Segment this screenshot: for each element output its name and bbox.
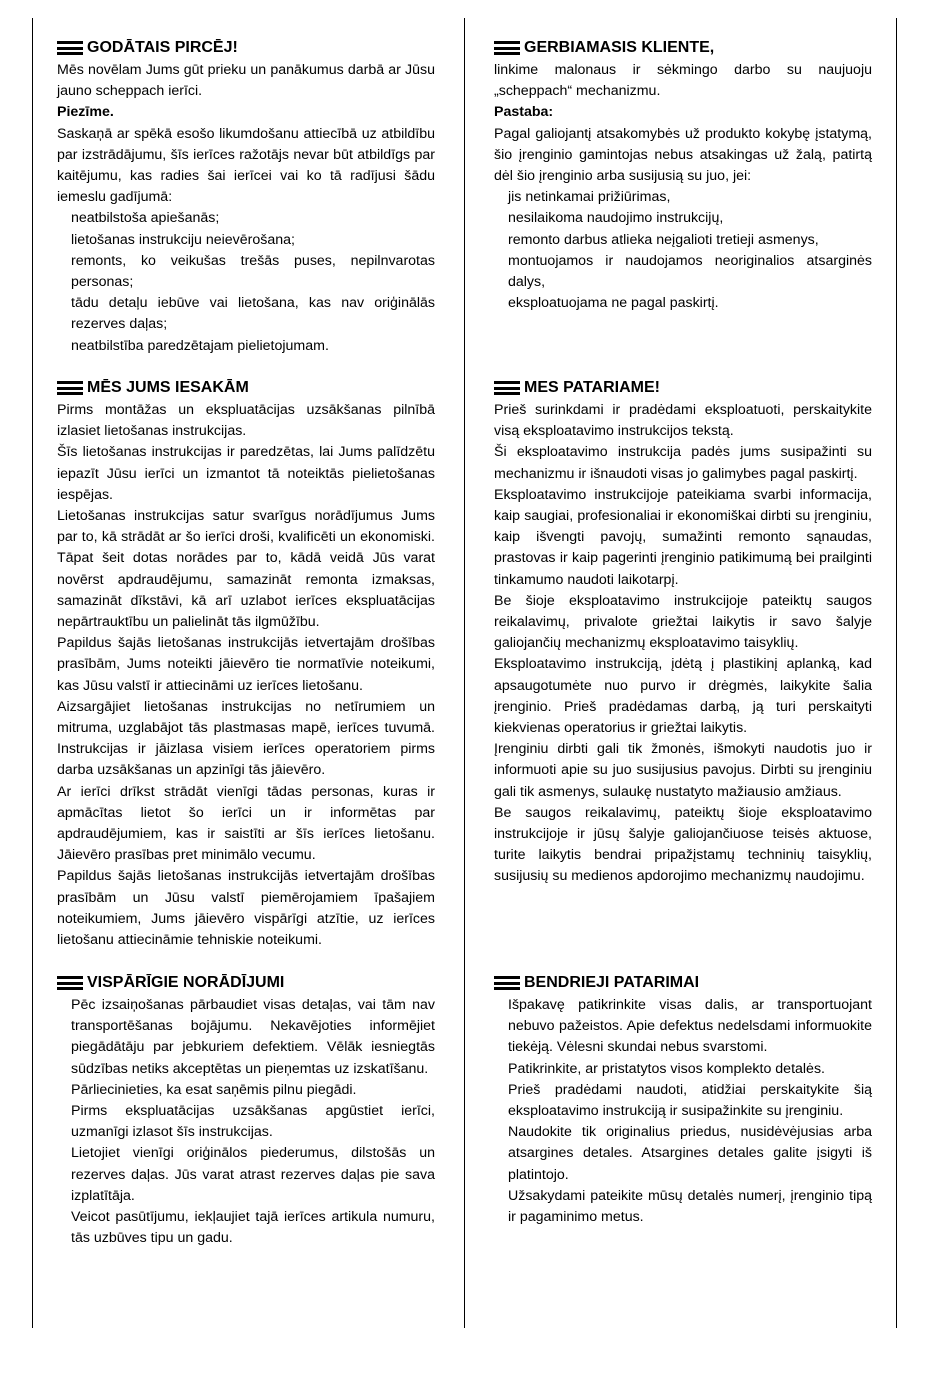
paragraph: Papildus šajās lietošanas instrukcijās ietvertajām drošības prasībām un Jūsu valstī piemērojamiem īpašajiem noteikumiem, Jums jāievēro vispārīgi atzītie, uz ierīces lietošanu attiecināmie tehniskie noteikumi. [57,868,435,949]
paragraph: Patikrinkite, ar pristatytos visos komplekto detalės. [508,1060,825,1077]
section-title: GERBIAMASIS KLIENTE, [524,39,715,56]
paragraph: Mēs novēlam Jums gūt prieku un panākumus darbā ar Jūsu jauno scheppach ierīci. [57,62,435,100]
menu-lines-icon [494,381,520,395]
paragraph: Veicot pasūtījumu, iekļaujiet tajā ierīces artikula numuru, tās uzbūves tipu un gadu. [71,1209,435,1247]
section-recommendation-lv [57,378,435,951]
paragraph: Ar ierīci drīkst strādāt vienīgi tādas personas, kuras ir apmācītas lietot šo ierīci un ir informētas par apdraudējumiem, kas ir saistīti ar šīs ierīces lietošanu. Jāievēro prasības pret minimālo vecumu. [57,783,435,864]
section-general-advice-lt [494,973,872,1228]
paragraph: Eksploatavimo instrukciją, įdėtą į plastikinį aplanką, kad apsaugotumėte nuo purvo ir drėgmės, laikykite šalia įrenginio. Prieš pradėdamas darbą, ją turi perskaityti kiekvienas operatorius ir griežtai laikytis. [494,656,872,737]
paragraph: Be šioje eksploatavimo instrukcijoje pateiktų saugos reikalavimų, privalote griežtai laikytis ir savo šalyje galiojančių mechanizmų eksploatavimo taisyklių. [494,592,872,652]
section-title: MĒS JUMS IESAKĀM [87,379,249,396]
paragraph: Lietošanas instrukcijas satur svarīgus norādījumus Jums par to, kā strādāt ar šo ierīci droši, kvalificēti un ekonomiski. Tāpat šeit dotas norādes par to, kādā veidā Jūs varat novērst apdraudējumu, samazināt remonta izmaksas, samazināt dīkstāvi, kā arī uzlabot ierīces ekspluatācijas nepārtrauktību un palielināt tās ilgmūžību. [57,508,435,631]
paragraph: Prieš pradėdami naudoti, atidžiai perskaitykite šią eksploatavimo instrukciją ir susipažinkite su įrenginiu. [508,1081,872,1120]
menu-lines-icon [57,381,83,395]
paragraph: linkime malonaus ir sėkmingo darbo su naujuoju „scheppach“ mechanizmu. [494,62,872,100]
paragraph: Aizsargājiet lietošanas instrukcijas no netīrumiem un mitruma, uzglabājot tās plastmasas mapē, ierīces tuvumā. Instrukcijas ir jāizlasa visiem ierīces operatoriem pirms darba uzsākšanas un apzinīgi tās jāievēro. [57,698,435,779]
menu-lines-icon [494,41,520,55]
section-title: MES PATARIAME! [524,379,660,396]
section-general-instructions-lv [57,973,435,1249]
section-heading [57,378,435,398]
section-title: VISPĀRĪGIE NORĀDĪJUMI [87,974,285,991]
paragraph: Be saugos reikalavimų, pateiktų šioje eksploatavimo instrukcijoje ir jūsų šalyje galiojančiuose teisės aktuose, turite laikytis bendrai pripažįstamų techninių taisyklių, susijusių su medienos apdorojimo mechanizmų naudojimu. [494,804,872,885]
menu-lines-icon [57,976,83,990]
section-dear-customer-lv [57,38,435,357]
list-item: lietošanas instrukciju neievērošana; [71,231,295,248]
note-label: Pastaba: [494,104,554,121]
paragraph: Pagal galiojantį atsakomybės už produkto kokybę įstatymą, šio įrenginio gamintojas nebus atsakingas už žalą, patirtą dėl šio įrenginio arba susijusią su juo, jei: [494,125,872,185]
paragraph: Ši eksploatavimo instrukcija padės jums susipažinti su mechanizmu ir išnaudoti visas jo galimybes pagal paskirtį. [494,444,872,482]
center-divider-line [464,18,465,1328]
paragraph: Išpakavę patikrinkite visas dalis, ar transportuojant nebuvo pažeistos. Apie defektus nedelsdami informuokite tiekėją. Vėlesni skundai nebus svarstomi. [508,997,872,1056]
section-title: GODĀTAIS PIRCĒJ! [87,39,238,56]
left-border-line [32,18,33,1328]
note-label: Piezīme. [57,104,114,121]
menu-lines-icon [494,976,520,990]
paragraph: Naudokite tik originalius priedus, nusidėvėjusias arba atsargines detales. Atsargines detales galite įsigyti iš platintojo. [508,1124,872,1183]
paragraph: Įrenginiu dirbti gali tik žmonės, išmokyti naudotis juo ir informuoti apie su juo susijusius pavojus. Dirbti su įrenginiu gali tik asmenys, sulaukę nustatyto mažiausio amžiaus. [494,741,872,800]
paragraph: Užsakydami pateikite mūsų detalės numerį, įrenginio tipą ir pagaminimo metus. [508,1187,872,1226]
paragraph: Papildus šajās lietošanas instrukcijās ietvertajām drošības prasībām, Jums noteikti jāievēro tie normatīvie noteikumi, kas Jūsu valstī ir attiecināmi uz ierīces lietošanu. [57,635,435,694]
section-heading [494,378,872,398]
list-item: neatbilstība paredzētajam pielietojumam. [71,337,329,354]
list-item: neatbilstoša apiešanās; [71,210,220,227]
menu-lines-icon [57,41,83,55]
right-border-line [896,18,897,1328]
paragraph: Pēc izsaiņošanas pārbaudiet visas detaļas, vai tām nav transportēšanas bojājumu. Nekavējoties informējiet piegādātāju par jebkuriem defektiem. Vēlāk iesniegtās sūdzības netiks akceptētas un pieņemtas uz izskatīšanu. [71,997,435,1077]
section-heading [494,38,872,58]
paragraph: Prieš surinkdami ir pradėdami eksploatuoti, perskaitykite visą eksploatavimo instrukcijos tekstą. [494,402,872,440]
paragraph: Saskaņā ar spēkā esošo likumdošanu attiecībā uz atbildību par izstrādājumu, šīs ierīces ražotājs nevar būt atbildīgs par kaitējumu, kas radies šai ierīcei vai ko tā radījusi šādu iemeslu gadījumā: [57,125,435,206]
section-dear-customer-lt [494,38,872,314]
paragraph: Pārliecinieties, ka esat saņēmis pilnu piegādi. [71,1081,357,1098]
list-item: remonts, ko veikušas trešās puses, nepilnvarotas personas; [71,252,435,291]
list-item: tādu detaļu iebūve vai lietošana, kas nav oriģinālās rezerves daļas; [71,295,435,333]
list-item: montuojamos ir naudojamos neoriginalios atsarginės dalys, [508,252,872,291]
list-item: jis netinkamai prižiūrimas, [508,189,671,206]
section-heading [494,973,872,993]
paragraph: Šīs lietošanas instrukcijas ir paredzētas, lai Jums palīdzētu iepazīt Jūsu ierīci un izmantot tā noteiktās pielietošanas iespējas. [57,444,435,503]
paragraph: Lietojiet vienīgi oriģinālos piederumus, dilstošās un rezerves daļas. Jūs varat atrast rezerves daļas pie sava izplatītāja. [71,1145,435,1204]
list-item: nesilaikoma naudojimo instrukcijų, [508,210,724,227]
list-item: eksploatuojama ne pagal paskirtį. [508,295,719,312]
paragraph: Pirms ekspluatācijas uzsākšanas apgūstiet ierīci, uzmanīgi izlasot šīs instrukcijas. [71,1103,435,1141]
paragraph: Pirms montāžas un ekspluatācijas uzsākšanas pilnībā izlasiet lietošanas instrukcijas. [57,402,435,440]
section-recommendation-lt [494,378,872,888]
paragraph: Eksploatavimo instrukcijoje pateikiama svarbi informacija, kaip saugiai, profesionaliai ir ekonomiškai dirbti su įrenginiu, kaip išvengti pavojų, sumažinti remonto sąnaudas, prastovas ir kaip pagerinti įrenginio patikimumą bei prailginti tinkamumo naudoti laikotarpį. [494,486,872,588]
section-title: BENDRIEJI PATARIMAI [524,974,700,991]
section-heading [57,973,435,993]
list-item: remonto darbus atlieka neįgalioti tretieji asmenys, [508,231,819,248]
section-heading [57,38,435,58]
